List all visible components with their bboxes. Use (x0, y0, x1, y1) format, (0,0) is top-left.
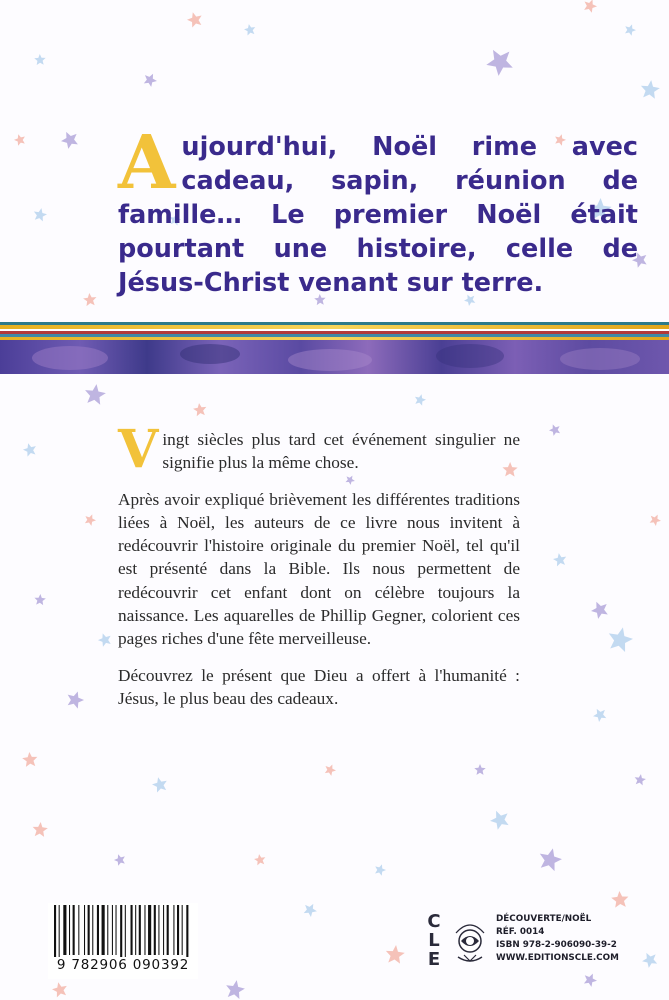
star-icon (51, 980, 69, 998)
star-icon (481, 43, 517, 78)
star-icon (22, 442, 38, 458)
barcode-bar (177, 905, 179, 955)
barcode-bar (125, 905, 126, 957)
star-icon (373, 862, 387, 876)
barcode-bar (112, 905, 113, 955)
star-icon (192, 402, 207, 416)
cle-letter-c: C (427, 911, 441, 932)
star-icon (13, 133, 27, 147)
barcode-bar (102, 905, 105, 955)
barcode-bar (144, 905, 145, 955)
star-icon (634, 773, 647, 786)
cle-letter-e: E (427, 949, 441, 970)
body-text (118, 419, 520, 723)
barcode-bar (173, 905, 174, 955)
star-icon (385, 944, 406, 964)
isbn-label: ISBN 978-2-906090-39-2 (496, 940, 617, 950)
star-icon (83, 383, 107, 406)
barcode-bar (116, 905, 117, 955)
star-icon (58, 128, 80, 150)
star-icon (141, 71, 159, 88)
star-icon (582, 971, 599, 988)
star-icon (547, 422, 562, 436)
star-icon (151, 775, 169, 793)
barcode-bar (120, 905, 122, 957)
star-icon (32, 821, 48, 837)
star-icon (185, 10, 204, 28)
barcode-bar (78, 905, 79, 955)
star-icon (22, 751, 38, 767)
star-icon (487, 807, 512, 831)
star-icon (648, 512, 663, 527)
intro-drop-cap: A (118, 120, 176, 206)
star-icon (474, 764, 485, 775)
star-icon (32, 207, 48, 222)
barcode-bar (135, 905, 136, 955)
barcode-bar (154, 905, 156, 955)
barcode-number: 9 782906 090392 (56, 957, 190, 973)
barcode-bar (167, 905, 169, 955)
star-icon (640, 949, 660, 969)
intro-body: ujourd'hui, Noël rime avec cadeau, sapin, réunion de famille… Le premier Noël était pourtant une histoire, celle de Jésus-Christ venant sur terre. (118, 132, 638, 298)
barcode-bars (48, 903, 198, 957)
barcode-bar (92, 905, 93, 955)
star-icon (253, 853, 266, 866)
cle-letter-l: L (428, 930, 440, 951)
star-icon (552, 552, 567, 567)
star-icon (83, 512, 98, 526)
publisher-info (496, 913, 619, 965)
star-icon (606, 625, 635, 653)
star-icon (623, 22, 637, 36)
barcode-bar (148, 905, 151, 955)
star-icon (96, 631, 113, 647)
star-icon (413, 393, 427, 406)
barcode-bar (158, 905, 159, 955)
star-icon (611, 890, 629, 907)
star-icon (243, 23, 256, 36)
website-link[interactable]: WWW.EDITIONSCLE.COM (496, 953, 619, 963)
barcode-bar (107, 905, 108, 955)
barcode-bar (59, 905, 60, 957)
decorative-band (0, 322, 669, 374)
star-icon (65, 689, 86, 710)
star-icon (224, 979, 246, 1000)
star-icon (323, 762, 338, 776)
barcode-bar (139, 905, 141, 955)
star-icon (34, 54, 46, 65)
barcode-bar (182, 905, 183, 955)
star-icon (34, 594, 46, 606)
star-icon (640, 79, 661, 99)
collection-label: DÉCOUVERTE/NOËL (496, 914, 592, 924)
star-icon (591, 706, 609, 724)
barcode (48, 903, 198, 979)
barcode-bar (88, 905, 90, 955)
body-drop-cap: V (118, 419, 159, 480)
decouverte-logo-icon (450, 915, 490, 967)
body-paragraph-1-text: ingt siècles plus tard cet événement singulier ne signifie plus la même chose. (162, 430, 520, 473)
barcode-bar (69, 905, 70, 955)
star-icon (537, 846, 564, 873)
body-paragraph-3: Découvrez le présent que Dieu a offert à l'humanité : Jésus, le plus beau des cadeaux. (118, 665, 520, 708)
barcode-bar (163, 905, 164, 955)
barcode-bar (84, 905, 85, 955)
star-icon (588, 598, 610, 620)
barcode-bar (63, 905, 66, 955)
barcode-bar (186, 905, 188, 957)
body-paragraph-1 (118, 419, 520, 480)
star-icon (301, 901, 319, 919)
barcode-bar (54, 905, 56, 957)
star-icon (582, 0, 599, 14)
reference-label: RÉF. 0014 (496, 927, 545, 937)
barcode-bar (97, 905, 99, 955)
intro-text (118, 120, 638, 300)
star-icon (83, 292, 98, 306)
barcode-bar (73, 905, 75, 955)
body-paragraph-2: Après avoir expliqué brièvement les différentes traditions liées à Noël, les auteurs de ce livre nous invitent à redécouvrir l'histoire originale du premier Noël, tel qu'il est présenté dans la Bible. Ils nous permettent de redécouvrir cet enfant dont on célèbre toujours la naissance. Les aquarelles de Phillip Gegner, colorient ces pages riches d'une fête merveilleuse. (118, 489, 520, 649)
star-icon (113, 853, 127, 867)
cle-logo (424, 912, 444, 969)
barcode-bar (131, 905, 133, 955)
